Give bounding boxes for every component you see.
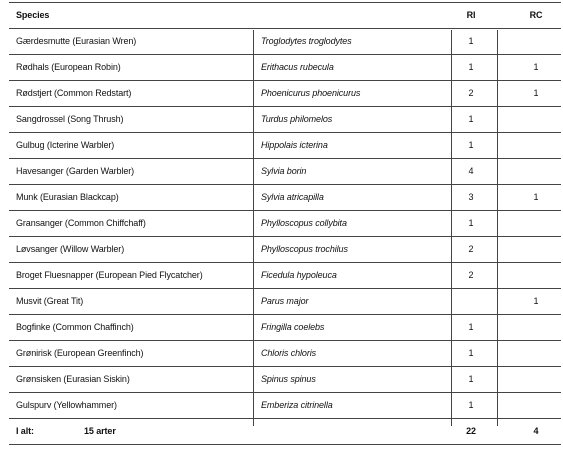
table-row [9, 55, 561, 81]
table-row [9, 289, 561, 315]
ri-cell: 2 [468, 88, 474, 98]
ri-cell: 1 [468, 62, 474, 72]
table-total-row [9, 419, 561, 445]
table-row [9, 211, 561, 237]
latin-name-cell: Spinus spinus [261, 374, 316, 384]
ri-cell: 2 [468, 270, 474, 280]
species-name-cell: Gulspurv (Yellowhammer) [16, 400, 117, 410]
species-name-cell: Havesanger (Garden Warbler) [16, 166, 135, 176]
species-name-cell: Gulbug (Icterine Warbler) [16, 140, 115, 150]
table-header-row [9, 2, 561, 29]
total-rc: 4 [533, 426, 539, 436]
latin-name-cell: Sylvia borin [261, 166, 307, 176]
ri-cell: 1 [468, 114, 474, 124]
total-ri: 22 [466, 426, 476, 436]
species-name-cell: Grønsisken (Eurasian Siskin) [16, 374, 130, 384]
latin-name-cell: Emberiza citrinella [261, 400, 333, 410]
latin-name-cell: Erithacus rubecula [261, 62, 334, 72]
rc-cell: 1 [533, 62, 539, 72]
latin-name-cell: Sylvia atricapilla [261, 192, 324, 202]
table-row [9, 107, 561, 133]
species-name-cell: Musvit (Great Tit) [16, 296, 84, 306]
ri-cell: 1 [468, 36, 474, 46]
rc-cell: 1 [533, 192, 539, 202]
latin-name-cell: Chloris chloris [261, 348, 317, 358]
latin-name-cell: Hippolais icterina [261, 140, 328, 150]
latin-name-cell: Ficedula hypoleuca [261, 270, 337, 280]
table-row [9, 159, 561, 185]
ri-cell: 1 [468, 140, 474, 150]
latin-name-cell: Phylloscopus trochilus [261, 244, 348, 254]
ri-cell: 1 [468, 400, 474, 410]
latin-name-cell: Turdus philomelos [261, 114, 333, 124]
species-name-cell: Bogfinke (Common Chaffinch) [16, 322, 134, 332]
rc-cell: 1 [533, 88, 539, 98]
latin-name-cell: Phoenicurus phoenicurus [261, 88, 361, 98]
species-name-cell: Munk (Eurasian Blackcap) [16, 192, 119, 202]
table-row [9, 315, 561, 341]
table-row [9, 237, 561, 263]
table-row [9, 81, 561, 107]
latin-name-cell: Parus major [261, 296, 309, 306]
species-name-cell: Gærdesmutte (Eurasian Wren) [16, 36, 137, 46]
ri-cell: 1 [468, 218, 474, 228]
ri-cell: 4 [468, 166, 474, 176]
species-name-cell: Grønirisk (European Greenfinch) [16, 348, 144, 358]
latin-name-cell: Phylloscopus collybita [261, 218, 347, 228]
ri-cell: 2 [468, 244, 474, 254]
ri-cell: 1 [468, 322, 474, 332]
species-name-cell: Broget Fluesnapper (European Pied Flycatcher) [16, 270, 203, 280]
total-label: I alt: [16, 426, 34, 436]
table-row [9, 341, 561, 367]
ri-cell: 1 [468, 374, 474, 384]
table-row [9, 367, 561, 393]
species-table [9, 2, 561, 445]
ri-cell: 3 [468, 192, 474, 202]
header-species: Species [16, 10, 50, 20]
species-name-cell: Rødhals (European Robin) [16, 62, 121, 72]
rc-cell: 1 [533, 296, 539, 306]
species-name-cell: Sangdrossel (Song Thrush) [16, 114, 124, 124]
species-name-cell: Gransanger (Common Chiffchaff) [16, 218, 146, 228]
table-row [9, 29, 561, 55]
total-species-count: 15 arter [84, 426, 116, 436]
latin-name-cell: Troglodytes troglodytes [261, 36, 352, 46]
header-ri: RI [466, 10, 476, 20]
table-row [9, 263, 561, 289]
table-row [9, 393, 561, 419]
table-row [9, 133, 561, 159]
latin-name-cell: Fringilla coelebs [261, 322, 325, 332]
species-name-cell: Løvsanger (Willow Warbler) [16, 244, 125, 254]
header-rc: RC [529, 10, 543, 20]
species-name-cell: Rødstjert (Common Redstart) [16, 88, 132, 98]
table-row [9, 185, 561, 211]
ri-cell: 1 [468, 348, 474, 358]
